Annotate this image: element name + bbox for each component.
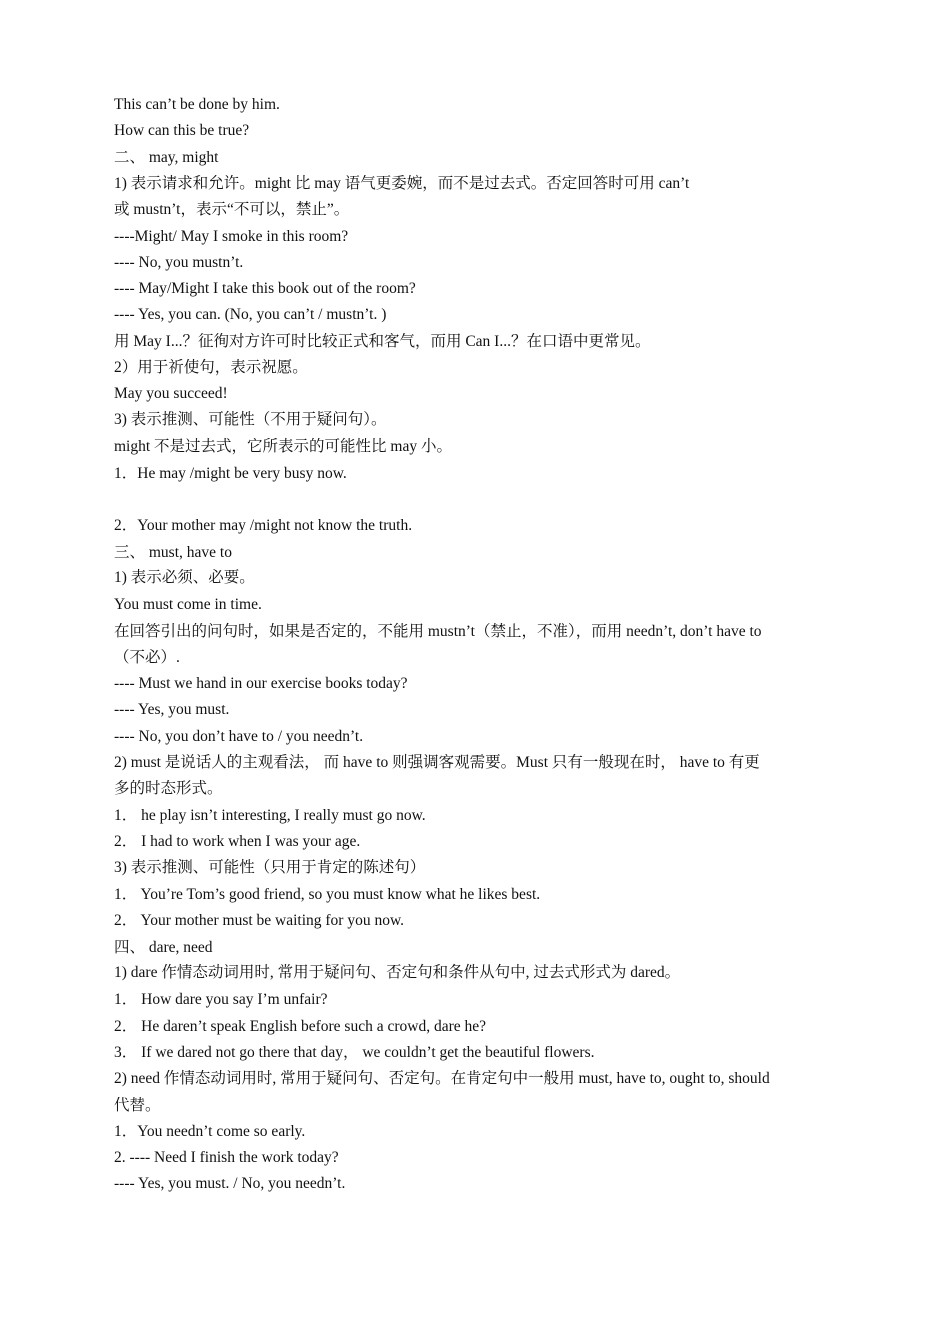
section-heading: 三、 must, have to	[114, 544, 232, 561]
text-line: 2．Your mother may /might not know the truth.	[114, 517, 413, 534]
text-line: ---- Yes, you must.	[114, 701, 230, 718]
text-line: 2． I had to work when I was your age.	[114, 833, 361, 850]
text-line: 1．You needn’t come so early.	[114, 1123, 306, 1140]
text-line: May you succeed!	[114, 385, 228, 402]
text-line: （不必）.	[114, 649, 180, 666]
text-line: ----Might/ May I smoke in this room?	[114, 228, 349, 245]
text-line: 2． Your mother must be waiting for you now.	[114, 912, 405, 929]
text-line: 1．He may /might be very busy now.	[114, 465, 347, 482]
text-line: ---- May/Might I take this book out of the room?	[114, 280, 416, 297]
text-line: 3) 表示推测、可能性（不用于疑问句）。	[114, 411, 387, 428]
text-line: How can this be true?	[114, 122, 250, 139]
text-line: 3． If we dared not go there that day， we couldn’t get the beautiful flowers.	[114, 1044, 595, 1061]
text-line: ---- No, you don’t have to / you needn’t.	[114, 728, 364, 745]
text-line: 1) dare 作情态动词用时, 常用于疑问句、否定句和条件从句中, 过去式形式为 dared。	[114, 964, 681, 981]
text-line: 1) 表示必须、必要。	[114, 569, 255, 586]
text-line: ---- Yes, you can. (No, you can’t / mustn’t. )	[114, 306, 387, 323]
text-line: 2. ---- Need I finish the work today?	[114, 1149, 339, 1166]
text-line: 2) need 作情态动词用时, 常用于疑问句、否定句。在肯定句中一般用 must, have to, ought to, should	[114, 1070, 770, 1087]
text-line: ---- Yes, you must. / No, you needn’t.	[114, 1175, 346, 1192]
text-line: This can’t be done by him.	[114, 96, 280, 113]
text-line: 1． You’re Tom’s good friend, so you must know what he likes best.	[114, 886, 541, 903]
section-heading: 二、 may, might	[114, 149, 219, 166]
text-line: 1． he play isn’t interesting, I really must go now.	[114, 807, 426, 824]
text-line: ---- Must we hand in our exercise books today?	[114, 675, 408, 692]
text-line: You must come in time.	[114, 596, 262, 613]
text-line: 2) must 是说话人的主观看法， 而 have to 则强调客观需要。Must 只有一般现在时， have to 有更	[114, 754, 760, 771]
text-line: 2）用于祈使句，表示祝愿。	[114, 359, 308, 376]
text-line: 代替。	[114, 1097, 161, 1114]
text-line: 1． How dare you say I’m unfair?	[114, 991, 328, 1008]
text-line: 用 May I...？征徇对方许可时比较正式和客气，而用 Can I...？在口语中更常见。	[114, 333, 651, 350]
text-line: 2． He daren’t speak English before such a crowd, dare he?	[114, 1018, 487, 1035]
text-line: 多的时态形式。	[114, 780, 223, 797]
section-heading: 四、 dare, need	[114, 939, 213, 956]
text-line: might 不是过去式，它所表示的可能性比 may 小。	[114, 438, 452, 455]
text-line: 或 mustn’t，表示“不可以，禁止”。	[114, 201, 350, 218]
text-line: ---- No, you mustn’t.	[114, 254, 244, 271]
text-line: 3) 表示推测、可能性（只用于肯定的陈述句）	[114, 859, 426, 876]
text-line: 在回答引出的问句时，如果是否定的，不能用 mustn’t（禁止，不准），而用 needn’t, don’t have to	[114, 623, 762, 640]
text-line: 1) 表示请求和允许。might 比 may 语气更委婉，而不是过去式。否定回答时可用 can’t	[114, 175, 690, 192]
